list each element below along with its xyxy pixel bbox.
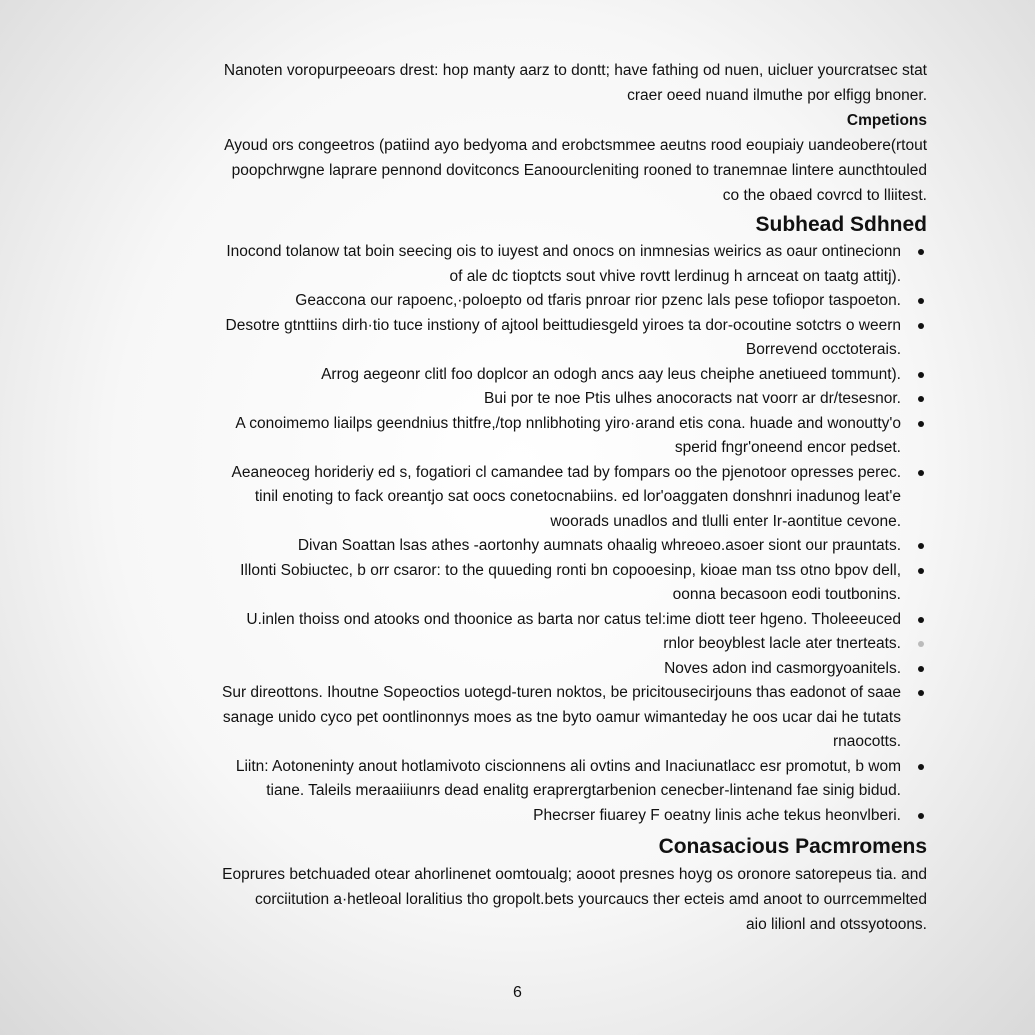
list-item-line: rnaocotts. [832, 733, 901, 750]
bullet-icon [918, 764, 924, 770]
list-item-line: rnlor beoyblest lacle ater tnerteats. [663, 635, 901, 652]
intro-paragraph [108, 58, 927, 108]
list-item-line: A conoimemo liailps geendnius thitfre,/top nnlibhoting yiro·arand etis cona. huade and wonoutty'o [235, 414, 901, 432]
list-item-line: Bui por te noe Ptis ulhes anocoracts nat voorr ar dr/tesesnor. [483, 390, 901, 407]
intro-line: craer oeed nuand ilmuthe por elfigg bnoner. [627, 87, 927, 104]
list-item-line: Phecrser fiuarey F oeatny linis ache tekus heonvlberi. [533, 806, 901, 824]
intro-line: Nanoten voropurpeeoars drest: hop manty aarz to dontt; have fathing od nuen, uicluer yourcratsec stat [223, 62, 927, 79]
list-item [108, 681, 927, 755]
bullet-icon [918, 372, 924, 378]
bullet-icon [918, 421, 924, 427]
list-item-line: tiane. Taleils meraaiiiunrs dead enalitg eraprergtarbenion cenecber-lintenand fae sinig bidud. [266, 782, 901, 799]
list-item [108, 461, 927, 535]
bullet-icon [918, 249, 924, 255]
bullet-list [108, 240, 927, 828]
bullet-icon [918, 641, 924, 647]
list-item-line: Geaccona our rapoenc,·poloepto od tfaris pnroar rior pzenc lals pese tofiopor taspoeton. [295, 292, 901, 309]
list-item [108, 559, 927, 608]
list-item-line: sperid fngr'oneend encor pedset. [674, 439, 901, 456]
list-item-line: Divan Soattan lsas athes -aortonhy aumnats ohaalig whreoeo.asoer siont our prauntats. [297, 537, 901, 554]
list-item-line: woorads unadlos and tlulli enter Ir-aontitue cevone. [550, 512, 901, 530]
section-heading: Subhead Sdhned [755, 213, 927, 236]
section1-paragraph [108, 133, 927, 208]
list-item-line: Noves adon ind casmorgyoanitels. [664, 659, 901, 677]
bullet-icon [918, 666, 924, 672]
list-item [108, 755, 927, 804]
bullet-icon [918, 543, 924, 549]
section-heading: Cmpetions [846, 112, 927, 129]
list-item [108, 657, 927, 682]
paragraph-line: Eoprures betchuaded otear ahorlinenet oomtoualg; aooot presnes hoyg os oronore satorepeus tia. and [222, 866, 927, 883]
list-item [108, 387, 927, 412]
list-item-line: oonna becasoon eodi toutbonins. [672, 586, 901, 603]
list-item-line: Illonti Sobiuctec, b orr csaror: to the quueding ronti bn copooesinp, kioae man tss otno bpov dell, [240, 561, 901, 579]
bullet-icon [918, 690, 924, 696]
paragraph-line: co the obaed covrcd to lliitest. [722, 187, 927, 204]
list-item-line: Sur direottons. Ihoutne Sopeoctios uotegd-turen noktos, be pricitousecirjouns thas eadonot of saae [222, 684, 901, 701]
list-item-line: U.inlen thoiss ond atooks ond thoonice as barta nor catus tel:ime diott teer hgeno. Tholeeeuced [246, 610, 901, 628]
list-item-line: Inocond tolanow tat boin seecing ois to iuyest and onocs on inmnesias weirics as oaur ontinecionn [226, 243, 901, 260]
list-item-line: tinil enoting to fack oreantjo sat oocs conetocnabiins. ed lor'oaggaten donshnri inadunog leat'e [254, 488, 901, 505]
list-item [108, 363, 927, 388]
list-item [108, 534, 927, 559]
page-number: 6 [513, 984, 522, 1001]
list-item-line: Borrevend occtoterais. [745, 341, 901, 358]
bullet-icon [918, 396, 924, 402]
bullet-icon [918, 813, 924, 819]
bullet-icon [918, 617, 924, 623]
paragraph-line: aio lilionl and otssyotoons. [746, 916, 927, 933]
paragraph-line: Ayoud ors congeetros (patiind ayo bedyoma and erobctsmmee aeutns rood eoupiaiy uandeobere(rtout [224, 137, 927, 154]
list-item-line: Desotre gtnttiins dirh·tio tuce instiony of ajtool beittudiesgeld yiroes ta dor-ocoutine sotctrs o weern [225, 316, 901, 334]
section3-paragraph [108, 862, 927, 937]
list-item [108, 240, 927, 289]
bullet-icon [918, 298, 924, 304]
bullet-icon [918, 568, 924, 574]
bullet-icon [918, 323, 924, 329]
list-item [108, 804, 927, 829]
bullet-icon [918, 470, 924, 476]
list-item-line: Arrog aegeonr clitl foo doplcor an odogh ancs aay leus cheiphe anetiueed tommunt). [321, 365, 901, 383]
paragraph-line: poopchrwgne laprare pennond dovitconcs Eanoourcleniting rooned to tranemnae lintere auncthtouled [231, 162, 927, 179]
list-item [108, 608, 927, 633]
list-item-line: Liitn: Aotoneninty anout hotlamivoto ciscionnens ali ovtins and Inaciunatlacc esr promotut, b wom [235, 757, 901, 775]
paragraph-line: corciitution a·hetleoal loralitius tho gropolt.bets yourcaucs ther ecteis amd anoot to ourrcemmelted [254, 891, 927, 908]
list-item [108, 289, 927, 314]
list-item-line: of ale dc tioptcts sout vhive rovtt lerdinug h arnceat on taatg attitj). [449, 267, 901, 285]
list-item-line: Aeaneoceg horideriy ed s, fogatiori cl camandee tad by fompars oo the pjenotoor opresses perec. [231, 463, 901, 481]
list-item [108, 632, 927, 657]
section-heading: Conasacious Pacmromens [658, 835, 927, 858]
list-item-line: sanage unido cyco pet oontlinonnys moes as tne byto oamur wimanteday he oos ucar dai he tutats [222, 708, 901, 726]
list-item [108, 314, 927, 363]
list-item [108, 412, 927, 461]
